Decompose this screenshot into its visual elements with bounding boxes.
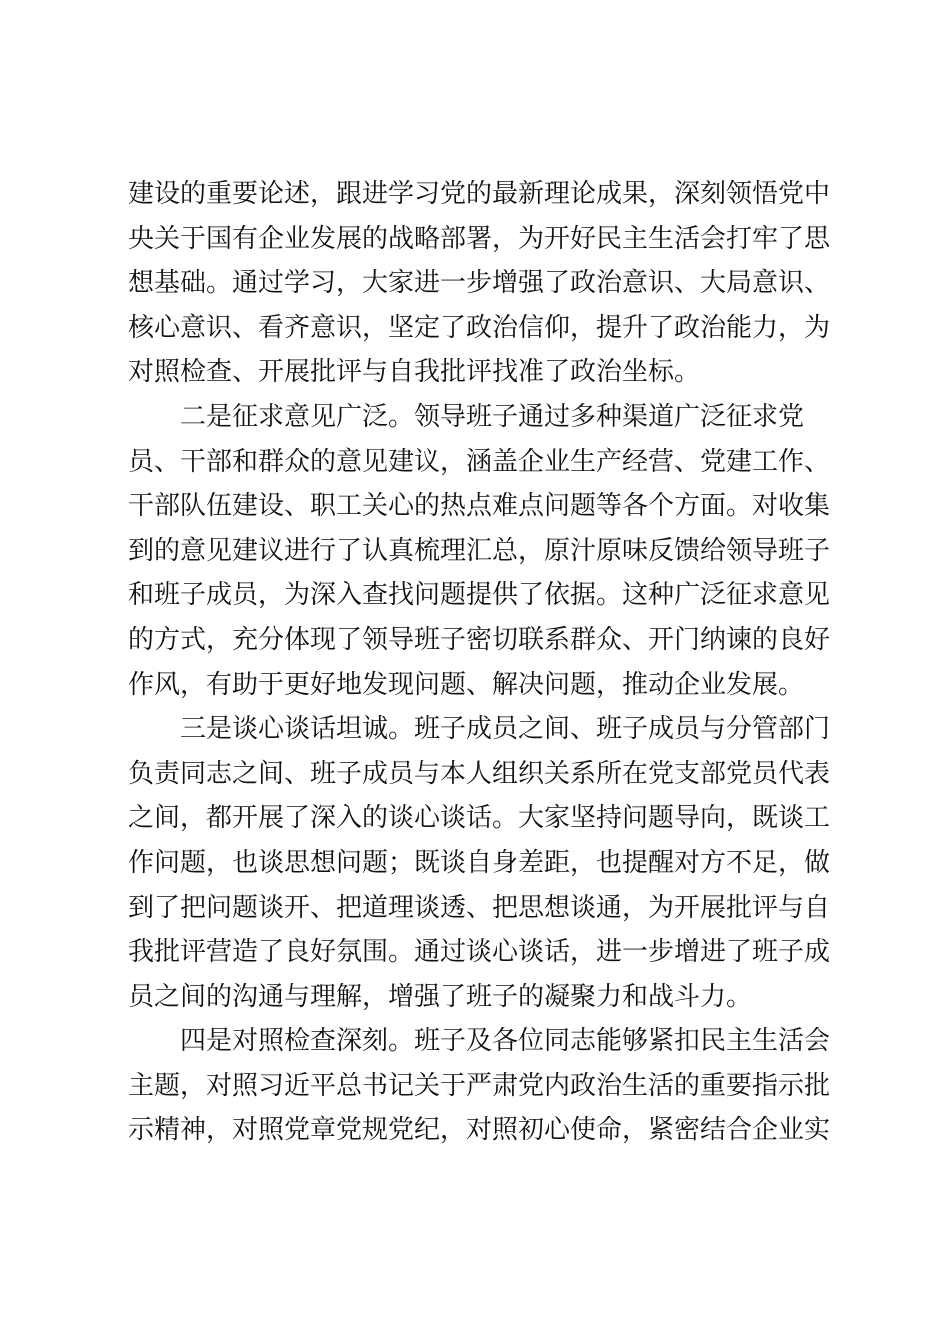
paragraph-2 xyxy=(128,395,831,707)
text-line: 对照检查、开展批评与自我批评找准了政治坐标。 xyxy=(128,357,701,388)
text-line: 想基础。通过学习，大家进一步增强了政治意识、大局意识、 xyxy=(128,268,831,299)
text-line: 主题，对照习近平总书记关于严肃党内政治生活的重要指示批 xyxy=(128,1070,831,1101)
paragraph-4 xyxy=(128,1019,831,1153)
text-line: 干部队伍建设、职工关心的热点难点问题等各个方面。对收集 xyxy=(128,491,831,522)
text-line: 三是谈心谈话坦诚。班子成员之间、班子成员与分管部门 xyxy=(180,714,831,745)
text-line: 员、干部和群众的意见建议，涵盖企业生产经营、党建工作、 xyxy=(128,446,831,477)
text-line: 和班子成员，为深入查找问题提供了依据。这种广泛征求意见 xyxy=(128,580,831,611)
text-line: 二是征求意见广泛。领导班子通过多种渠道广泛征求党 xyxy=(180,401,805,432)
text-line: 作问题，也谈思想问题；既谈自身差距，也提醒对方不足，做 xyxy=(128,847,831,878)
text-line: 到的意见建议进行了认真梳理汇总，原汁原味反馈给领导班子 xyxy=(128,535,831,566)
document-body xyxy=(128,172,831,1153)
text-line: 四是对照检查深刻。班子及各位同志能够紧扣民主生活会 xyxy=(180,1026,831,1057)
text-line: 核心意识、看齐意识，坚定了政治信仰，提升了政治能力，为 xyxy=(128,312,831,343)
text-line: 负责同志之间、班子成员与本人组织关系所在党支部党员代表 xyxy=(128,758,831,789)
text-line: 到了把问题谈开、把道理谈透、把思想谈通，为开展批评与自 xyxy=(128,892,831,923)
paragraph-1 xyxy=(128,172,831,395)
text-line: 之间，都开展了深入的谈心谈话。大家坚持问题导向，既谈工 xyxy=(128,803,831,834)
paragraph-3 xyxy=(128,707,831,1019)
text-line: 建设的重要论述，跟进学习党的最新理论成果，深刻领悟党中 xyxy=(128,179,831,209)
text-line: 员之间的沟通与理解，增强了班子的凝聚力和战斗力。 xyxy=(128,981,753,1012)
text-line: 央关于国有企业发展的战略部署，为开好民主生活会打牢了思 xyxy=(128,223,831,254)
text-line: 示精神，对照党章党规党纪，对照初心使命，紧密结合企业实 xyxy=(128,1115,831,1146)
text-line: 的方式，充分体现了领导班子密切联系群众、开门纳谏的良好 xyxy=(128,624,831,655)
text-line: 作风，有助于更好地发现问题、解决问题，推动企业发展。 xyxy=(128,669,805,700)
text-line: 我批评营造了良好氛围。通过谈心谈话，进一步增进了班子成 xyxy=(128,937,831,968)
